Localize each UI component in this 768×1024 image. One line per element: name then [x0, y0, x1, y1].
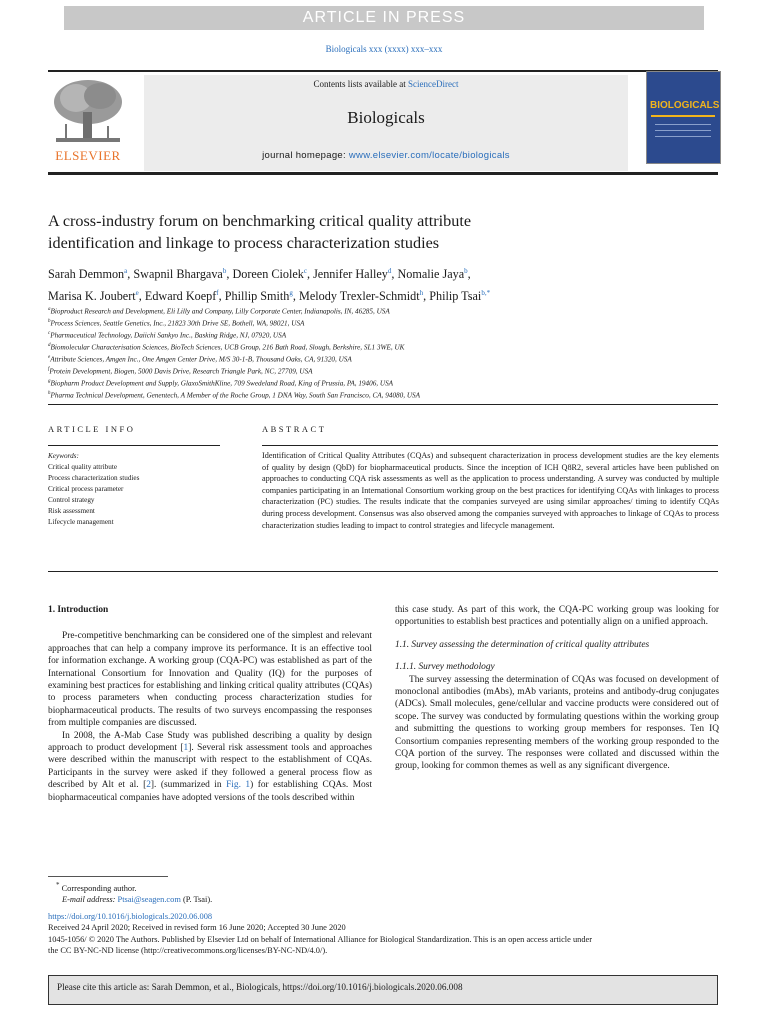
continued-paragraph: this case study. As part of this work, the CQA-PC working group was looking for opportunities to establish best practices and potentially align on a unified approach.: [395, 605, 719, 628]
email-note: E-mail address: Ptsai@seagen.com (P. Tsai).: [62, 895, 213, 904]
affiliation: $^e$Attribute Sciences, Amgen Inc., One Amgen Center Drive, M/S 30-1-B, Thousand Oaks, CA, 91320, USA: [48, 354, 352, 364]
keywords-block: [48, 451, 228, 528]
license-line: the CC BY-NC-ND license (http://creativecommons.org/licenses/BY-NC-ND/4.0/).: [48, 945, 328, 955]
header-bottom-rule: [48, 172, 718, 175]
doi-link[interactable]: https://doi.org/10.1016/j.biologicals.2020.06.008: [48, 912, 213, 922]
author[interactable]: Philip Tsai: [429, 289, 482, 304]
author[interactable]: Nomalie Jaya: [397, 267, 465, 282]
reference-link[interactable]: 2: [146, 780, 151, 791]
abstract-bottom-rule: [48, 571, 718, 572]
contents-available-line: [144, 79, 628, 89]
cover-stripe: [651, 115, 715, 117]
subsection-heading-1-1: 1.1. Survey assessing the determination of critical quality attributes: [395, 639, 650, 650]
elsevier-tree-logo: [48, 76, 128, 148]
author-affil-sup[interactable]: d: [387, 267, 392, 275]
keywords-label: Keywords:: [48, 452, 79, 460]
affiliation: $^a$Bioproduct Research and Development, Eli Lilly and Company, Lilly Corporate Center, Indianapolis, IN, 46285, USA: [48, 307, 390, 316]
author-affil-sup[interactable]: h: [419, 289, 424, 298]
footnote-rule: [48, 876, 168, 877]
left-column: [48, 604, 372, 804]
keyword: Risk assessment: [48, 507, 95, 515]
header-top-rule: [48, 70, 718, 72]
right-column: [395, 604, 719, 773]
keyword: Lifecycle management: [48, 518, 114, 526]
author-affil-sup[interactable]: c: [303, 267, 307, 275]
author-affil-sup[interactable]: f: [216, 289, 219, 298]
article-info-heading: ARTICLE INFO: [48, 424, 136, 434]
info-rule: [48, 445, 220, 446]
author-affil-sup[interactable]: b: [464, 267, 468, 275]
affiliation: $^c$Pharmaceutical Technology, Daiichi Sankyo Inc., Basking Ridge, NJ, 07920, USA: [48, 330, 287, 340]
license-line: 1045-1056/ © 2020 The Authors. Published by Elsevier Ltd on behalf of International Alliance for Biological Standardization. This is an open access article under: [48, 934, 593, 944]
elsevier-wordmark: ELSEVIER: [55, 148, 121, 163]
article-in-press-banner: ARTICLE IN PRESS: [64, 6, 704, 30]
abstract-rule: [262, 445, 718, 446]
journal-title: Biologicals: [347, 108, 425, 127]
email-link[interactable]: Ptsai@seagen.com: [117, 895, 181, 904]
reference-link[interactable]: 1: [183, 743, 189, 754]
info-top-rule: [48, 404, 718, 405]
affiliation-list: [48, 305, 728, 401]
keyword: Critical quality attribute: [48, 463, 118, 471]
footnotes: [48, 880, 718, 956]
abstract-text: Identification of Critical Quality Attributes (CQAs) and subsequent characterization in process development studies are the key elements of quality by design (QbD) for biopharmaceutical products. Since the inception of ICH Q8R2, several articles have been published on approaches to conducting CQA risk assessments as well as the application to process understanding. A survey was conducted by multiple companies participating in an International Consortium working group on the best practices for identifying CQAs with linkages to process characterization (PC) studies. The results indicate that the companies surveyed are using similar approaches/ timing to identify CQAs during process development. Consensus was also observed among the companies surveyed with approaches to linkage of CQAs to process characterization studies leading to impact to control strategies and lifecycle management.: [262, 451, 719, 530]
keyword: Critical process parameter: [48, 485, 124, 493]
keyword: Process characterization studies: [48, 474, 140, 482]
journal-homepage-line: [144, 150, 628, 161]
methodology-paragraph: The survey assessing the determination of CQAs was focused on development of monoclonal antibodies (mAbs), mAb variants, proteins and antibody-drug conjugates (ADCs). Small molecules, gene/cellular and vaccine products were considered out of scope. The survey was conducted by formulating questions within the working group and submitting the questions to working group members for responses. Ten IQ Consortium companies representing members of the working group responded to the CQA portion of the survey. The responses were collated and discussed within the group, looking for common themes as well as any significant divergence.: [395, 674, 719, 772]
affiliation: $^h$Pharma Technical Development, Genentech, A Member of the Roche Group, 1 DNA Way, South San Francisco, CA, 94080, USA: [48, 390, 420, 400]
contents-prefix: Contents lists available at: [313, 79, 408, 89]
section-heading-introduction: 1. Introduction: [48, 605, 109, 615]
subsection-heading-1-1-1: 1.1.1. Survey methodology: [395, 662, 495, 673]
keyword: Control strategy: [48, 496, 95, 504]
author[interactable]: Melody Trexler-Schmidt: [299, 289, 420, 304]
figure-link[interactable]: Fig. 1: [226, 780, 251, 791]
cover-line: [655, 124, 711, 125]
author[interactable]: Marisa K. Joubert: [48, 289, 136, 304]
homepage-prefix: journal homepage:: [262, 150, 349, 161]
homepage-link[interactable]: www.elsevier.com/locate/biologicals: [348, 150, 510, 161]
journal-reference[interactable]: Biologicals xxx (xxxx) xxx–xxx: [325, 44, 443, 54]
cite-this-article-box: Please cite this article as: Sarah Demmon, et al., Biologicals, https://doi.org/10.1016/j.biologicals.2020.06.008: [48, 975, 718, 1005]
title-line: identification and linkage to process characterization studies: [48, 234, 440, 252]
intro-paragraph-2: In 2008, the A-Mab Case Study was published describing a quality by design approach to product development [1]. Several risk assessment tools and approaches were described within the manuscript with respect to the establishment of CQAs. Participants in the survey were asked if they followed a general process flow as described by Alt et al. [2]. (summarized in Fig. 1) for establishing CQAs. Most biopharmaceutical companies have adopted versions of the tools described within: [48, 730, 372, 803]
author-list: Sarah Demmon$^a$, Swapnil Bhargava$^b$, Doreen Ciolek$^c$, Jennifer Halley$^d$, Nomalie Jaya$^b$, Marisa K. Joubert$^e$, Edward Koepf$^f$, Phillip Smith$^g$, Melody Trexler-Schmidt$^h$, Philip Tsai$^{b,*}$: [48, 267, 491, 304]
affiliation: $^g$Biopharm Product Development and Supply, GlaxoSmithKline, 709 Swedeland Road, King of Prussia, PA, 19406, USA: [48, 378, 394, 388]
author[interactable]: Jennifer Halley: [313, 267, 388, 282]
article-title: [48, 210, 648, 254]
cover-title: BIOLOGICALS: [650, 100, 720, 111]
author[interactable]: Edward Koepf: [144, 289, 217, 304]
author-affil-sup[interactable]: b: [222, 267, 227, 275]
author-affil-sup[interactable]: b,*: [481, 289, 491, 298]
affiliation: $^b$Process Sciences, Seattle Genetics, Inc., 21823 30th Drive SE, Bothell, WA, 98021, USA: [48, 318, 305, 328]
title-line: A cross-industry forum on benchmarking critical quality attribute: [48, 212, 472, 230]
cover-line: [655, 130, 711, 131]
received-dates: Received 24 April 2020; Received in revised form 16 June 2020; Accepted 30 June 2020: [48, 923, 346, 933]
affiliation: $^d$Biomolecular Characterisation Sciences, BioTech Sciences, UCB Group, 216 Bath Road, Slough, Berkshire, SL1 3WE, UK: [48, 342, 405, 352]
corresponding-author-note: * Corresponding author.: [56, 881, 137, 893]
sciencedirect-link[interactable]: ScienceDirect: [408, 79, 459, 89]
author[interactable]: Sarah Demmon: [48, 267, 125, 282]
author-affil-sup[interactable]: a: [124, 267, 128, 275]
author[interactable]: Doreen Ciolek: [232, 267, 304, 282]
author-affil-sup[interactable]: g: [289, 289, 293, 298]
cover-line: [655, 136, 711, 137]
author-affil-sup[interactable]: e: [135, 289, 139, 298]
intro-paragraph-1: Pre-competitive benchmarking can be considered one of the simplest and relevant approaches that can help a company improve its performance. It is an effective tool for information exchange. A working group (CQA-PC) was established as part of the International Consortium for Innovation and Quality (IQ) for the purposes of examining best practices for establishing and linking critical quality attributes (CQAs) to process parameters when conducting process characterization studies for biopharmaceutical products. The results of two surveys encompassing the responses from multiple companies are discussed.: [48, 631, 372, 729]
affiliation: $^f$Protein Development, Biogen, 5000 Davis Drive, Research Triangle Park, NC, 27709, USA: [48, 366, 313, 376]
journal-cover-thumbnail[interactable]: [646, 71, 721, 164]
abstract-heading: ABSTRACT: [262, 424, 327, 434]
author[interactable]: Swapnil Bhargava: [133, 267, 223, 282]
author[interactable]: Phillip Smith: [224, 289, 290, 304]
